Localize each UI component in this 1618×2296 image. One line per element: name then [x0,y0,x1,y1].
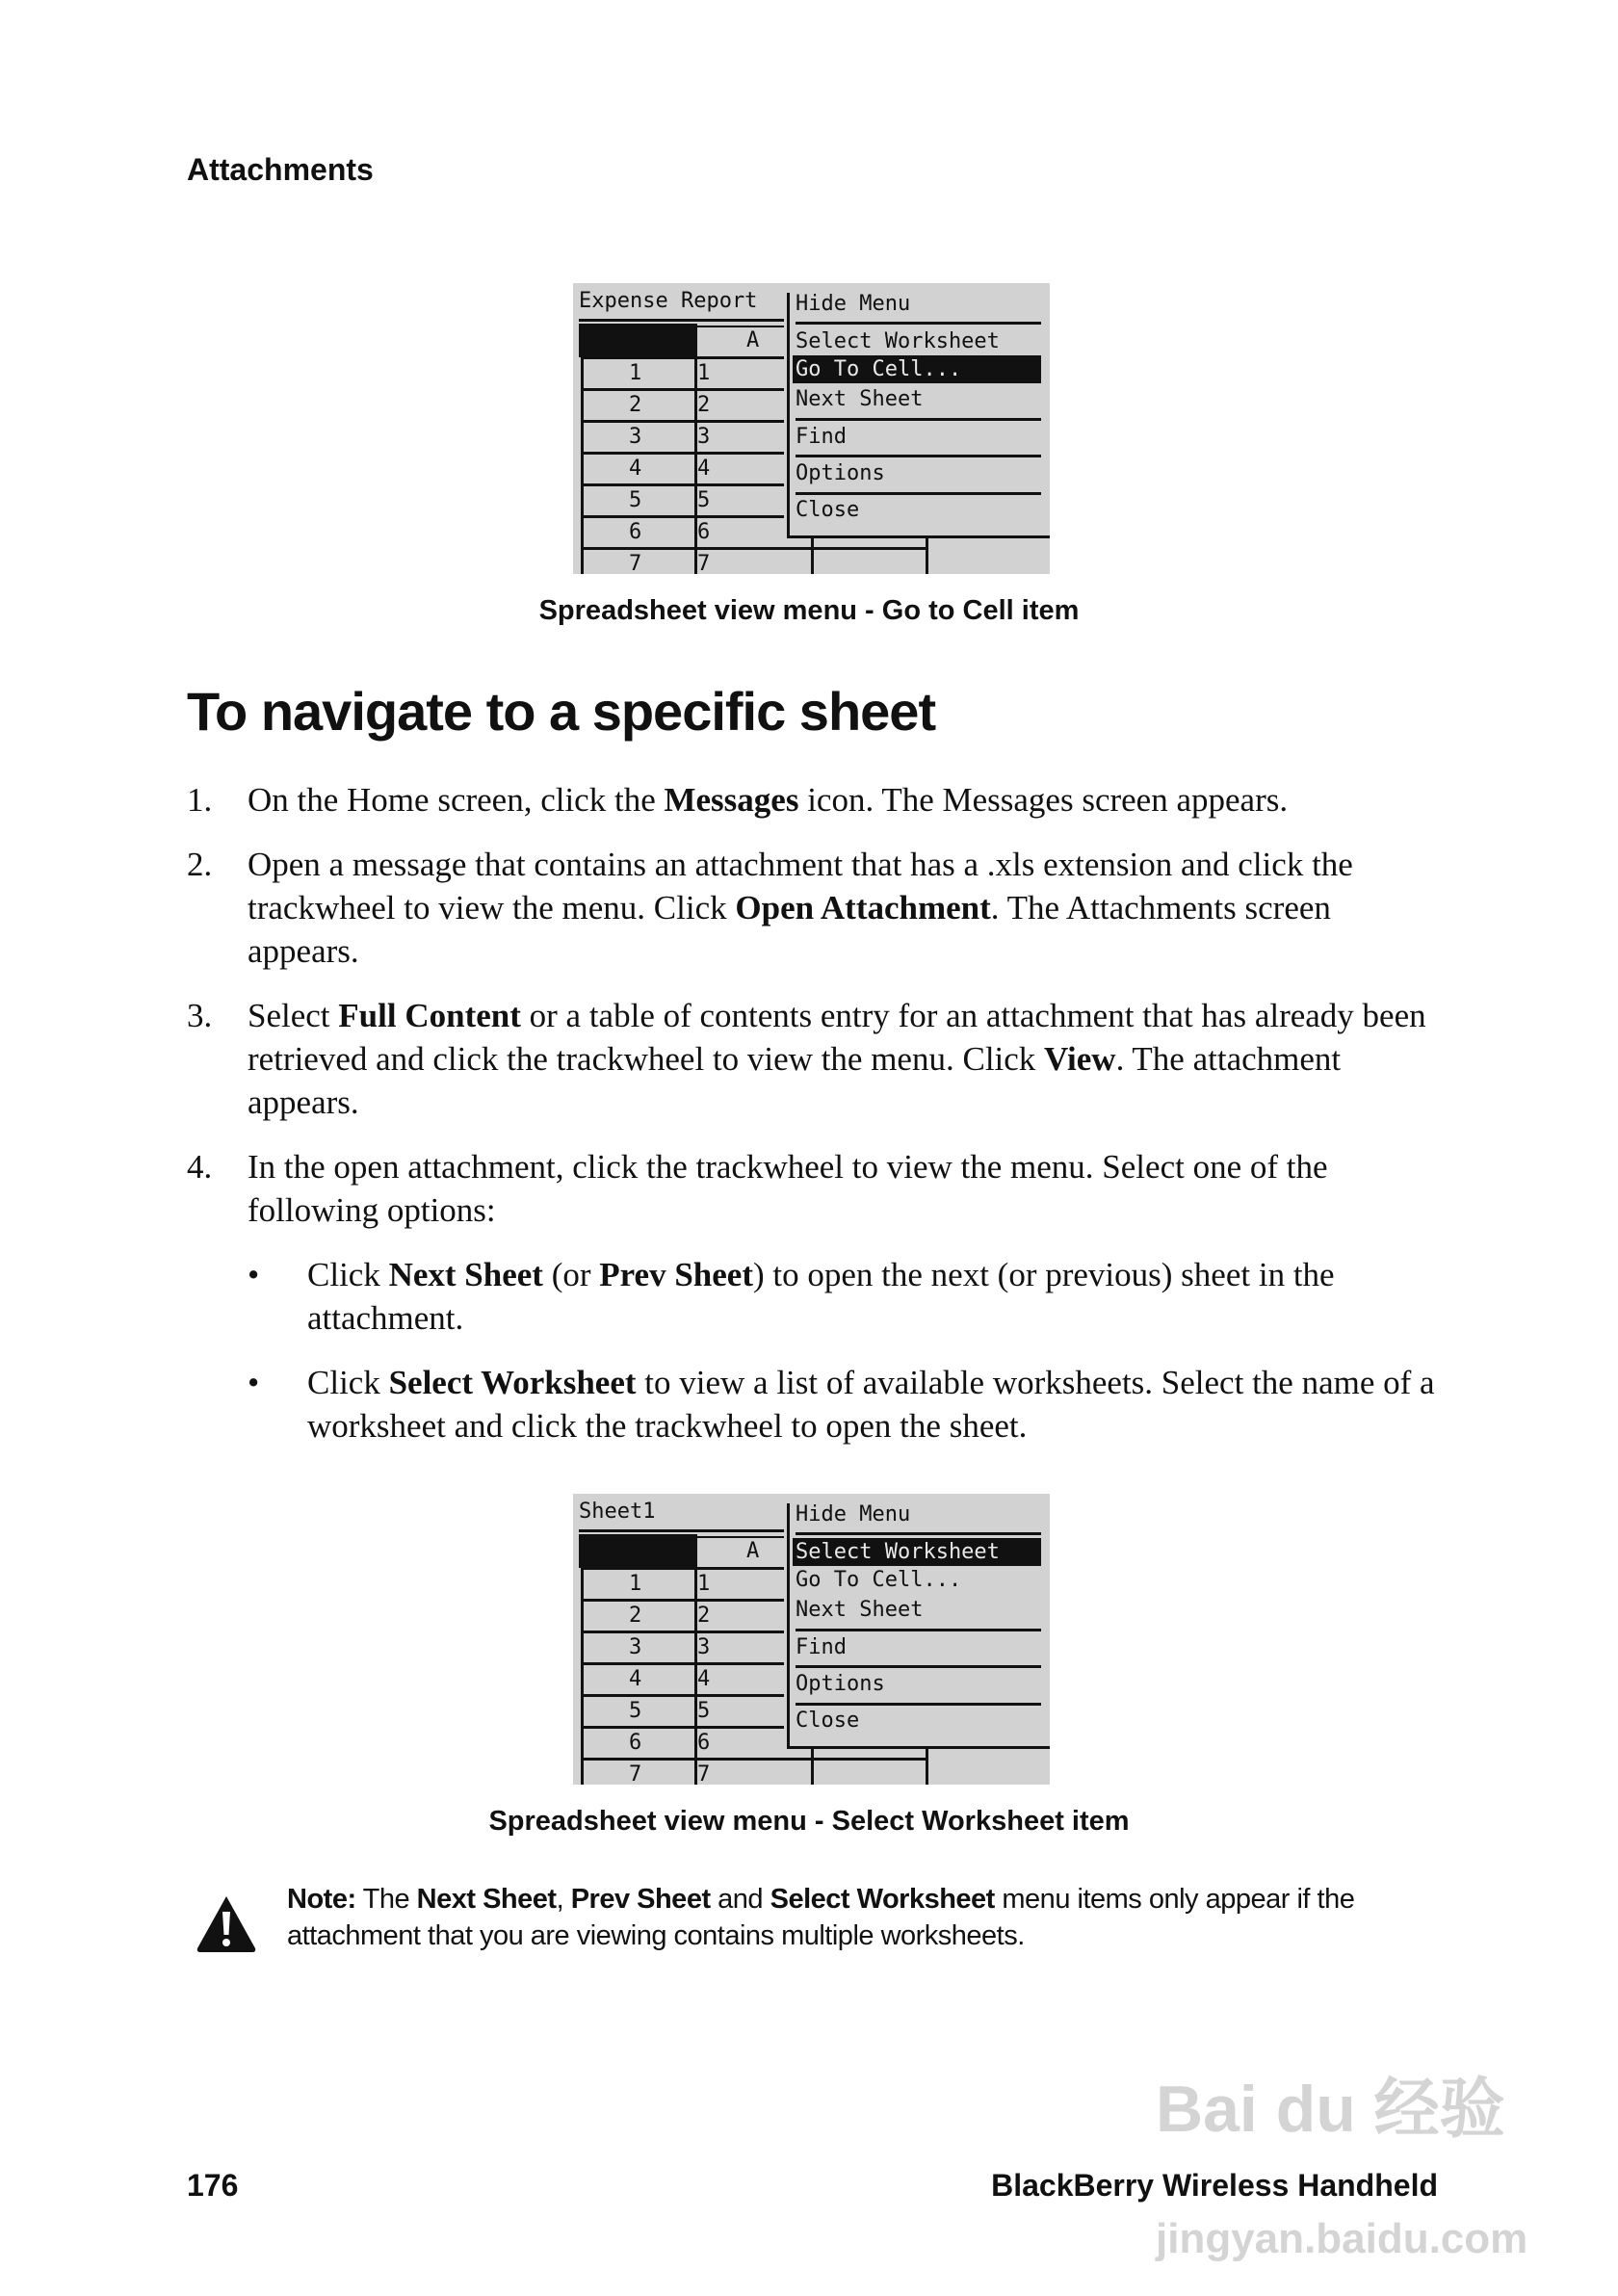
bullet-item [248,1361,1451,1448]
menu-item-hide-menu[interactable]: Hide Menu [796,1502,911,1526]
row-label: 2 [629,1604,642,1628]
step-number: 3. [187,997,213,1034]
row-line [581,515,784,518]
row-line [581,547,926,550]
corner-header-cell [579,1534,696,1568]
grid-line [926,1746,928,1785]
row-label: 3 [629,425,642,449]
title-underline [579,319,784,322]
menu-item-go-to-cell[interactable]: Go To Cell... [796,1568,962,1592]
book-title: BlackBerry Wireless Handheld [991,2168,1438,2203]
cell-value: 6 [697,1731,711,1755]
row-label: 7 [629,1762,642,1785]
text: Open a message that contains an attachment that has a .xls extension and click the trackwheel to view the menu. Click [248,846,1353,926]
text: to view a list of available worksheets. Select the name of a worksheet and click the trackwheel to open the sheet. [307,1364,1435,1445]
menu-item-next-sheet[interactable]: Next Sheet [796,1598,924,1622]
menu-item-options[interactable]: Options [796,461,885,485]
text: On the Home screen, click the [248,781,665,819]
list-item [187,843,1448,973]
list-item [187,1145,1448,1232]
row-line [581,1758,926,1761]
cell-value: 3 [697,1635,711,1659]
row-line [581,1694,784,1697]
menu-item-find[interactable]: Find [796,425,847,449]
text: (or [542,1256,600,1293]
grid-line [811,1746,814,1785]
row-line [581,1662,784,1665]
menu-separator [796,1665,1041,1668]
corner-header-cell [579,324,696,357]
steps-list [0,778,1618,1232]
cell-value: 5 [697,1699,711,1723]
cell-value: 7 [697,552,711,574]
bold-text: Next Sheet [388,1256,543,1293]
row-line [581,1726,784,1729]
spreadsheet-screenshot-select-worksheet [573,1494,1050,1785]
row-line [581,452,784,455]
warning-icon [196,1894,257,1954]
menu-item-go-to-cell[interactable]: Go To Cell... [796,357,962,381]
bold-text: Prev Sheet [570,1884,711,1915]
cell-value: 2 [697,393,711,417]
menu-item-find[interactable]: Find [796,1635,847,1659]
bold-text: View [1044,1040,1116,1078]
column-header-top [696,326,784,327]
bullet-icon: • [248,1256,260,1293]
cell-value: 4 [697,457,711,481]
step-number: 2. [187,846,213,883]
spreadsheet-screenshot-go-to-cell [573,283,1050,574]
cell-value: 1 [697,1572,711,1596]
menu-item-hide-menu[interactable]: Hide Menu [796,292,911,316]
menu-item-close[interactable]: Close [796,1709,860,1733]
text: Click [307,1256,389,1293]
bold-text: Select Worksheet [388,1364,637,1401]
cell-value: 3 [697,425,711,449]
bullet-icon: • [248,1364,260,1401]
menu-left-border [787,293,790,538]
step-text [248,778,1448,822]
row-line [581,1567,784,1570]
menu-separator [796,1532,1041,1535]
content-flow [0,778,1618,1954]
page-title: To navigate to a specific sheet [187,681,936,742]
row-label: 6 [629,520,642,544]
step-text [248,843,1448,973]
grid-line [811,535,814,574]
text: and [710,1884,770,1915]
sheet-title: Sheet1 [579,1500,656,1524]
column-header-a: A [746,1539,760,1563]
menu-separator [796,492,1041,495]
menu-separator [796,418,1041,421]
menu-item-options[interactable]: Options [796,1672,885,1696]
column-header-a: A [746,328,760,352]
bold-text: Prev Sheet [599,1256,753,1293]
row-line [581,483,784,486]
bold-text: Open Attachment [735,889,991,926]
watermark-url: jingyan.baidu.com [1156,2215,1528,2262]
text: menu items only appear if the attachment that you are viewing contains multiple worksheets. [287,1884,1355,1951]
text: The [355,1884,417,1915]
menu-separator [796,1629,1041,1631]
row-label: 2 [629,393,642,417]
menu-item-next-sheet[interactable]: Next Sheet [796,387,924,411]
step-number: 1. [187,781,213,819]
text: In the open attachment, click the trackwheel to view the menu. Select one of the following options: [248,1148,1328,1229]
row-label: 4 [629,457,642,481]
column-header-top [696,1536,784,1538]
list-item [187,778,1448,822]
row-label: 1 [629,361,642,385]
cell-value: 2 [697,1604,711,1628]
menu-separator [796,455,1041,457]
text: . The attachment appears. [248,1040,1342,1121]
row-label: 4 [629,1667,642,1691]
bold-text: Messages [664,781,799,819]
row-label: 5 [629,488,642,512]
row-label: 3 [629,1635,642,1659]
bullet-text [307,1253,1451,1340]
step-number: 4. [187,1148,213,1186]
page-number: 176 [187,2168,239,2203]
menu-bottom-border [787,1746,1050,1749]
cell-value: 1 [697,361,711,385]
text: , [556,1884,571,1915]
bullet-item [248,1253,1451,1340]
table-left-border [581,324,584,574]
row-label: 1 [629,1572,642,1596]
context-menu [787,283,1050,538]
row-line [581,1631,784,1633]
text: Click [307,1364,389,1401]
grid-line [926,535,928,574]
note-block [187,1881,1477,1954]
text: icon. The Messages screen appears. [798,781,1289,819]
watermark-logo: Bai du 经验 [1156,2073,1505,2146]
text: ) to open the next (or previous) sheet in the attachment. [307,1256,1335,1337]
text: . The Attachments screen appears. [248,889,1331,970]
row-line [581,420,784,423]
list-item [187,994,1448,1124]
menu-bottom-border [787,535,1050,538]
row-line [581,356,784,359]
text: or a table of contents entry for an attachment that has already been retrieved and click the trackwheel to view the menu. Click [248,997,1426,1078]
bold-text: Note: [287,1884,356,1915]
menu-separator [796,1703,1041,1706]
figure-caption: Spreadsheet view menu - Go to Cell item [538,595,1080,626]
menu-left-border [787,1503,790,1749]
menu-item-close[interactable]: Close [796,498,860,522]
section-header: Attachments [187,152,374,187]
text: Select [248,997,339,1034]
cell-value: 4 [697,1667,711,1691]
note-text [287,1881,1472,1954]
cell-value: 7 [697,1762,711,1785]
cell-value: 5 [697,488,711,512]
step-text [248,1145,1448,1232]
row-label: 7 [629,552,642,574]
options-list [0,1253,1618,1448]
bold-text: Next Sheet [416,1884,557,1915]
menu-separator [796,322,1041,325]
bold-text: Select Worksheet [770,1884,995,1915]
row-label: 6 [629,1731,642,1755]
row-line [581,1599,784,1602]
title-underline [579,1529,784,1532]
sheet-title: Expense Report [579,289,758,313]
figure-caption: Spreadsheet view menu - Select Worksheet item [488,1806,1130,1837]
table-left-border [581,1534,584,1785]
cell-value: 6 [697,520,711,544]
context-menu [787,1494,1050,1749]
bullet-text [307,1361,1451,1448]
bold-text: Full Content [338,997,521,1034]
menu-item-select-worksheet[interactable]: Select Worksheet [796,329,1000,353]
menu-item-select-worksheet[interactable]: Select Worksheet [796,1540,1000,1564]
step-text [248,994,1448,1124]
row-line [581,388,784,391]
row-label: 5 [629,1699,642,1723]
